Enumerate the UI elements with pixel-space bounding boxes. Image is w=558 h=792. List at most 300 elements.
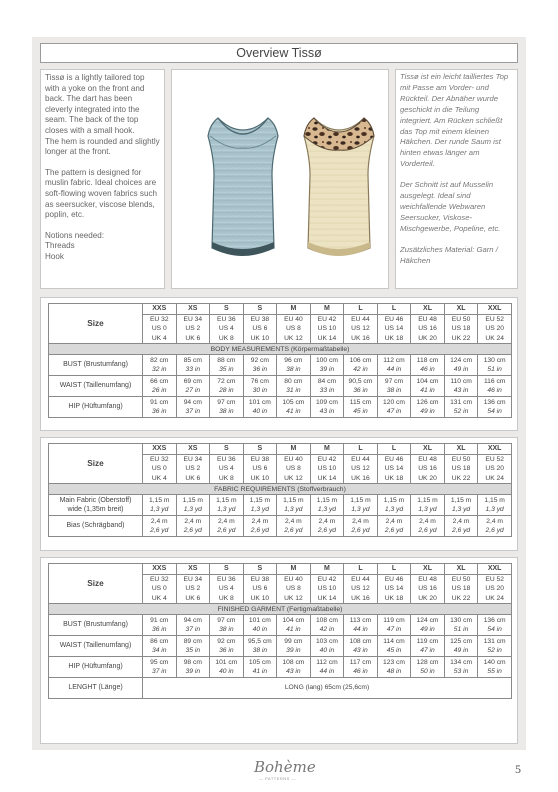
measurement-cell [143,376,177,397]
size-uk: UK 10 [243,334,277,344]
measurement-cell [444,615,478,636]
fabric-cell [478,516,512,537]
size-uk: UK 6 [176,594,210,604]
size-letters: XS [176,444,210,455]
value-cm: 101 cm [248,398,271,406]
size-letters: XL [444,564,478,575]
measurement-cell [143,636,177,657]
value-m: 1,15 m [350,496,371,504]
section-header-row [49,604,512,615]
value-cm: 118 cm [416,356,439,364]
size-eu: EU 48 [411,454,445,464]
size-uk: UK 20 [411,334,445,344]
value-in: 37 in [185,408,201,415]
size-us: US 4 [210,324,244,334]
leopard-yoke-top-icon [304,118,374,256]
size-letter: M [277,304,311,315]
value-in: 47 in [420,647,435,654]
value-m: 2,4 m [150,517,168,525]
fabric-requirements-table [48,443,512,537]
english-description [40,69,165,289]
value-yd: 2,6 yd [451,527,471,534]
size-uk: UK 14 [310,334,344,344]
size-eu: EU 40 [277,454,311,464]
value-in: 49 in [420,408,435,415]
section-header: BODY MEASUREMENTS (Körpermaßtabelle) [49,344,512,355]
value-m: 2,4 m [385,517,403,525]
size-us: US 6 [243,584,277,594]
size-uk: UK 16 [344,594,378,604]
value-in: 39 in [286,647,301,654]
measurement-cell [210,615,244,636]
value-yd: 1,3 yd [451,506,471,513]
section-header: FABRIC REQUIREMENTS (Stoffverbrauch) [49,484,512,495]
value-yd: 2,6 yd [284,527,303,534]
size-letter: XL [411,304,445,315]
fabric-cell [344,516,378,537]
size-us: US 0 [143,584,177,594]
size-eu: EU 40 [277,574,311,584]
size-eu: EU 38 [243,314,277,324]
value-in: 38 in [386,387,402,394]
measurement-label: HIP (Hüftumfang) [49,657,143,678]
size-uk: UK 14 [310,594,344,604]
value-yd: 1,3 yd [351,506,370,513]
measurement-cell [143,355,177,376]
value-yd: 2,6 yd [351,527,370,534]
value-cm: 85 cm [183,356,202,364]
size-eu: EU 44 [344,574,378,584]
value-in: 33 in [185,366,201,373]
size-uk: UK 8 [210,594,244,604]
value-yd: 2,6 yd [250,527,269,534]
value-cm: 100 cm [315,356,338,364]
measurement-row [49,355,512,376]
measurement-label: WAIST (Taillenumfang) [49,376,143,397]
measurement-cell [210,636,244,657]
size-us: US 14 [377,464,411,474]
measurement-row [49,657,512,678]
size-eu: EU 50 [444,454,478,464]
measurement-label: BUST (Brustumfang) [49,615,143,636]
value-cm: 117 cm [349,658,372,666]
size-us: US 16 [411,324,445,334]
value-cm: 91 cm [150,398,169,406]
size-eu: EU 52 [478,454,512,464]
value-in: 39 in [319,366,335,373]
size-letters: S [210,564,244,575]
value-in: 41 in [252,668,268,675]
size-us: US 2 [176,324,210,334]
size-eu: EU 52 [478,314,512,324]
measurement-cell [143,397,177,418]
value-cm: 88 cm [217,356,236,364]
size-eu: EU 34 [176,454,210,464]
value-cm: 86 cm [150,637,169,645]
value-in: 47 in [386,626,402,633]
measurement-cell [344,397,378,418]
description-paragraph: The hem is rounded and slightly longer at the front. [45,136,160,157]
value-cm: 116 cm [483,377,506,385]
value-in: 37 in [185,626,201,633]
value-in: 51 in [453,626,469,633]
measurement-cell [176,355,210,376]
size-letters: XXS [143,564,177,575]
size-eu: EU 50 [444,314,478,324]
fabric-row [49,495,512,516]
size-eu: EU 42 [310,454,344,464]
size-letter-row [49,304,512,315]
value-cm: 123 cm [383,658,405,666]
value-cm: 106 cm [349,356,372,364]
value-m: 1,15 m [450,496,472,504]
size-letters: XXL [478,444,512,455]
value-cm: 119 cm [416,637,439,645]
fabric-cell [411,516,445,537]
size-us: US 20 [478,464,512,474]
size-us: US 12 [344,464,378,474]
size-us: US 8 [277,464,311,474]
size-uk: UK 18 [377,594,411,604]
size-us: US 12 [344,584,378,594]
size-eu: EU 34 [176,574,210,584]
value-cm: 104 cm [282,616,305,624]
fabric-requirements-box [40,437,518,551]
value-in: 43 in [453,387,469,394]
measurement-row [49,615,512,636]
size-letters-row [49,444,512,455]
size-uk: UK 4 [143,594,177,604]
size-letters: M [310,564,344,575]
value-in: 47 in [386,408,402,415]
size-letter: XXL [478,304,512,315]
value-in: 44 in [386,366,402,373]
measurement-cell [176,397,210,418]
measurement-cell [310,657,344,678]
measurement-cell [411,376,445,397]
measurement-row [49,397,512,418]
value-cm: 104 cm [416,377,439,385]
body-measurements-table [48,303,512,418]
size-eu: EU 48 [411,314,445,324]
value-cm: 128 cm [416,658,439,666]
value-in: 35 in [185,647,201,654]
value-cm: 136 cm [483,616,506,624]
value-cm: 97 cm [217,616,236,624]
measurement-cell [344,636,378,657]
value-cm: 120 cm [383,398,405,406]
value-in: 44 in [319,668,335,675]
length-value: LONG (lang) 65cm (25,6cm) [143,678,512,699]
size-eu: EU 38 [243,574,277,584]
size-letters: XXL [478,564,512,575]
value-in: 38 in [252,647,268,654]
size-us: US 18 [444,324,478,334]
value-in: 52 in [487,647,502,654]
garment-illustration [171,69,389,289]
measurement-cell [310,355,344,376]
measurement-cell [277,376,311,397]
value-yd: 1,3 yd [317,506,337,513]
size-uk: UK 18 [377,474,411,484]
size-us: US 14 [377,584,411,594]
size-us: US 0 [143,324,177,334]
section-header: FINISHED GARMENT (Fertigmaßtabelle) [49,604,512,615]
size-us: US 18 [444,584,478,594]
value-in: 34 in [152,647,167,654]
measurement-cell [478,397,512,418]
value-in: 40 in [252,408,268,415]
value-cm: 103 cm [315,637,338,645]
value-in: 42 in [319,626,335,633]
value-in: 43 in [353,647,368,654]
size-letters: S [243,444,277,455]
size-letter: S [243,304,277,315]
value-in: 28 in [219,387,234,394]
measurement-cell [277,397,311,418]
description-paragraph: The pattern is designed for muslin fabric. Ideal choices are soft-flowing woven fabrics such as seersucker, viscose blends, poplin, etc. [45,167,158,220]
size-uk: UK 14 [310,474,344,484]
size-us: US 20 [478,584,512,594]
size-us: US 10 [310,464,344,474]
size-uk: UK 24 [478,594,512,604]
value-cm: 89 cm [183,637,202,645]
fabric-cell [444,516,478,537]
size-uk: UK 18 [377,334,411,344]
fabric-cell [210,516,244,537]
size-uk: UK 22 [444,334,478,344]
size-eu: EU 52 [478,574,512,584]
measurement-cell [210,376,244,397]
value-in: 41 in [420,387,435,394]
size-letters: L [344,444,378,455]
value-m: 1,15 m [383,496,405,504]
value-m: 2,4 m [251,517,269,525]
notion-item: Hook [45,251,64,261]
page-number: 5 [515,762,521,776]
measurement-cell [377,376,411,397]
value-in: 38 in [219,626,234,633]
measurement-label: WAIST (Taillenumfang) [49,636,143,657]
value-in: 26 in [152,387,167,394]
measurement-cell [243,657,277,678]
page-title: Overview Tissø [40,43,518,63]
size-uk: UK 22 [444,474,478,484]
measurement-cell [277,636,311,657]
size-us: US 18 [444,464,478,474]
value-cm: 95,5 cm [247,637,272,645]
value-in: 38 in [286,366,301,373]
fabric-cell [377,516,411,537]
measurement-cell [243,615,277,636]
size-letter: L [344,304,378,315]
value-cm: 136 cm [483,398,506,406]
size-letters: S [210,444,244,455]
measurement-label: HIP (Hüftumfang) [49,397,143,418]
value-in: 33 in [319,387,335,394]
value-cm: 119 cm [383,616,405,624]
size-eu: EU 46 [377,574,411,584]
value-yd: 1,3 yd [250,506,269,513]
length-label: LENGHT (Länge) [49,678,143,699]
value-cm: 97 cm [384,377,404,385]
fabric-cell [310,516,344,537]
measurement-row [49,376,512,397]
size-uk: UK 4 [143,474,177,484]
size-eu: EU 46 [377,314,411,324]
measurement-cell [444,636,478,657]
measurement-cell [176,376,210,397]
measurement-cell [243,636,277,657]
value-in: 44 in [353,626,368,633]
measurement-cell [277,657,311,678]
measurement-cell [478,376,512,397]
size-letters: XL [411,444,445,455]
value-in: 49 in [453,647,469,654]
description-paragraph: Tissø ist ein leicht tailliertes Top mit Passe am Vorder- und Rückteil. Der Abnäher wurde geschickt in die Teilung integriert. Am Rücken schließt das Top mit einem kleinen Häkchen. Der runde Saum ist hinten etwas länger am Vorderteil. [400,72,509,169]
value-cm: 98 cm [183,658,202,666]
value-in: 46 in [487,387,502,394]
value-in: 43 in [286,668,301,675]
value-cm: 101 cm [215,658,238,666]
size-us: US 16 [411,464,445,474]
fabric-label-line: Bias (Schrägband) [66,522,125,530]
value-cm: 69 cm [183,377,202,385]
value-yd: 2,6 yd [317,527,337,534]
size-uk: UK 6 [176,334,210,344]
size-eu: EU 34 [176,314,210,324]
body-measurements-box [40,297,518,431]
value-cm: 92 cm [217,637,236,645]
value-cm: 115 cm [349,398,372,406]
size-us: US 8 [277,324,311,334]
finished-garment-box [40,557,518,744]
value-yd: 2,6 yd [384,527,404,534]
size-eu: EU 42 [310,314,344,324]
size-eu: EU 48 [411,574,445,584]
fabric-label [49,516,143,537]
measurement-cell [344,376,378,397]
value-in: 45 in [386,647,402,654]
size-eu: EU 32 [143,574,177,584]
value-in: 50 in [420,668,435,675]
size-uk: UK 24 [478,474,512,484]
value-in: 36 in [152,626,167,633]
fabric-cell [210,495,244,516]
size-letters-row [49,564,512,575]
size-eu: EU 38 [243,454,277,464]
value-cm: 66 cm [150,377,169,385]
value-in: 46 in [353,668,368,675]
finished-garment-table [48,563,512,699]
value-cm: 131 cm [450,398,473,406]
value-yd: 2,6 yd [418,527,437,534]
measurement-cell [176,636,210,657]
fabric-cell [377,495,411,516]
brand-logo-subtitle: — PATTERNS — [259,776,296,781]
value-cm: 82 cm [150,356,169,364]
size-uk: UK 16 [344,334,378,344]
value-cm: 92 cm [250,356,269,364]
size-uk: UK 20 [411,594,445,604]
value-cm: 130 cm [483,356,506,364]
measurement-cell [176,615,210,636]
size-uk: UK 4 [143,334,177,344]
size-uk: UK 10 [243,474,277,484]
value-in: 40 in [319,647,335,654]
german-description [395,69,518,289]
value-in: 41 in [286,408,301,415]
value-m: 2,4 m [486,517,504,525]
size-us: US 8 [277,584,311,594]
value-cm: 126 cm [416,398,439,406]
measurement-cell [143,615,177,636]
fabric-cell [143,516,177,537]
size-letters: M [310,444,344,455]
measurement-cell [344,657,378,678]
value-cm: 124 cm [416,616,439,624]
size-letter: M [310,304,344,315]
size-letters: M [277,564,311,575]
fabric-label [49,495,143,516]
value-in: 30 in [252,387,268,394]
value-m: 2,4 m [318,517,336,525]
size-eu: EU 50 [444,574,478,584]
measurement-cell [377,615,411,636]
measurement-cell [143,657,177,678]
description-paragraph: Der Schnitt ist auf Musselin ausgelegt. Ideal sind weichfallende Webwaren Seersucker, Viskose-Mischgewerbe, Popeline, etc. [400,180,501,233]
size-uk: UK 20 [411,474,445,484]
value-cm: 105 cm [282,398,305,406]
value-cm: 80 cm [284,377,303,385]
size-us: US 0 [143,464,177,474]
size-eu: EU 36 [210,314,244,324]
fabric-cell [176,495,210,516]
measurement-cell [411,615,445,636]
brand-logo: Bohème [254,758,316,776]
size-uk: UK 6 [176,474,210,484]
value-in: 39 in [185,668,201,675]
size-letter: XXS [143,304,177,315]
length-row [49,678,512,699]
value-m: 1,15 m [182,496,204,504]
size-letters: L [377,444,411,455]
value-cm: 112 cm [316,658,338,666]
measurement-cell [444,657,478,678]
value-cm: 95 cm [150,658,169,666]
size-letters: L [377,564,411,575]
value-in: 40 in [252,626,268,633]
size-letters: XXS [143,444,177,455]
size-uk: UK 10 [243,594,277,604]
value-cm: 124 cm [450,356,473,364]
value-in: 37 in [152,668,167,675]
size-letters: S [243,564,277,575]
measurement-cell [411,355,445,376]
size-eu: EU 32 [143,454,177,464]
value-cm: 112 cm [383,356,405,364]
measurement-cell [444,397,478,418]
measurement-cell [377,657,411,678]
size-us: US 6 [243,324,277,334]
content-panel [32,37,526,750]
value-yd: 2,6 yd [217,527,236,534]
description-paragraph: Zusätzliches Material: Garn / Häkchen [400,244,498,265]
measurement-cell [243,355,277,376]
value-cm: 105 cm [248,658,271,666]
value-cm: 96 cm [284,356,303,364]
value-in: 49 in [420,626,435,633]
